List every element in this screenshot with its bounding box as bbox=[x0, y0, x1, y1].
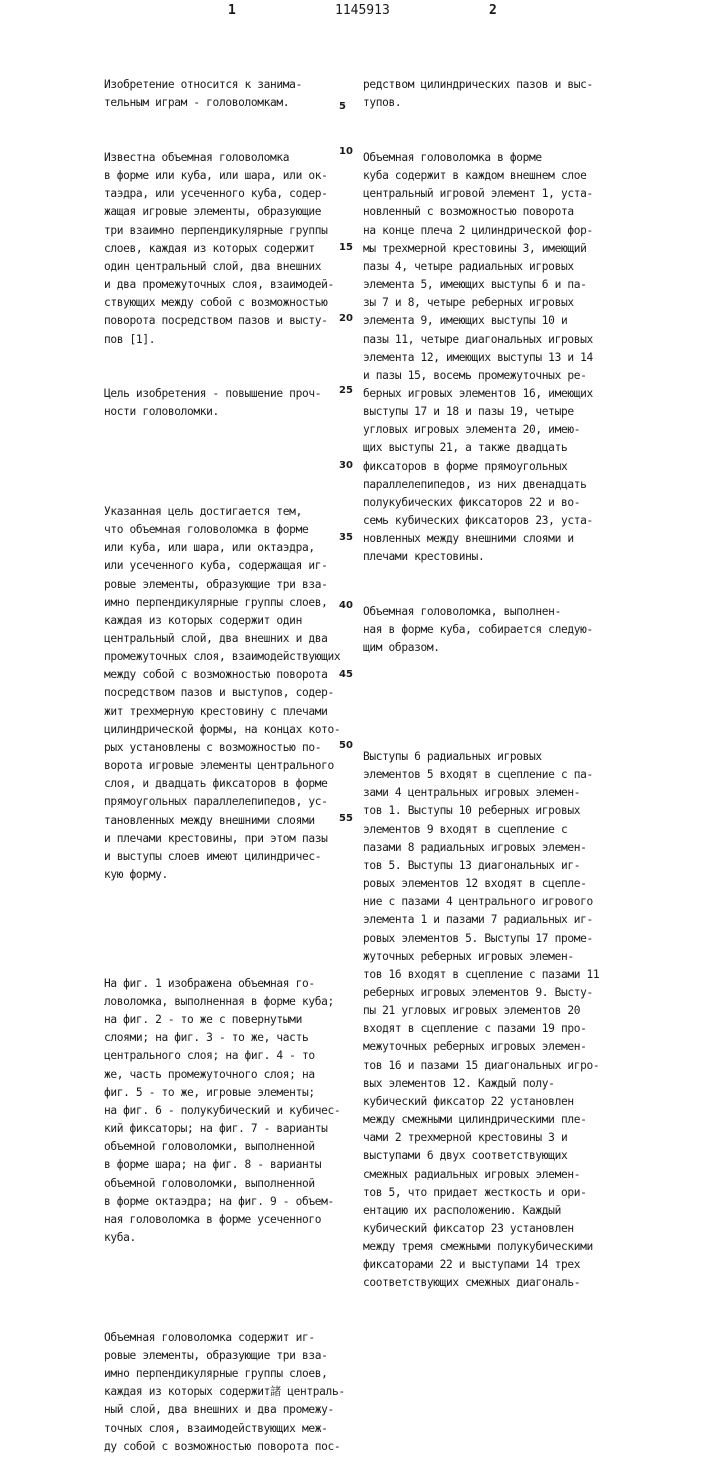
line-number: 50 bbox=[339, 740, 353, 751]
line-number: 5 bbox=[339, 101, 346, 112]
paragraph-figures: На фиг. 1 изображена объемная го- ловоломка, выполненная в форме куба; на фиг. 2 - то же с повернутыми слоями; на фиг. 3 - то же, часть центрального слоя; на фиг. 4 - то же, часть промежуточного слоя; на фиг. 5 - то же, игровые элементы; на фиг. 6 - полукубический и кубичес- кий фиксаторы; на фиг. 7 - варианты объемной головоломки, выполненной в форме шара; на фиг. 8 - варианты объемной головоломки, выполненной в форме октаэдра; на фиг. 9 - объем- ная головоломка в форме усеченного куба. bbox=[104, 975, 349, 1247]
line-number: 20 bbox=[339, 313, 353, 324]
right-column bbox=[363, 40, 663, 1311]
patent-number: 1145913 bbox=[335, 3, 390, 18]
page-number-right: 2 bbox=[489, 3, 497, 18]
page-number-left: 1 bbox=[228, 3, 236, 18]
line-number: 30 bbox=[339, 460, 353, 471]
paragraph-goal: Цель изобретения - повышение проч- ности головоломки. bbox=[104, 385, 349, 421]
paragraph-description: Объемная головоломка содержит иг- ровые элементы, образующие три вза- имно перпендикулярные группы слоев, каждая из которых содержит諸 централь- ный слой, два внешних и два промежу- точных слоя, взаимодействующих меж- ду собой с возможностью поворота пос- bbox=[104, 1329, 349, 1456]
line-number: 55 bbox=[339, 813, 353, 824]
paragraph-structure: Объемная головоломка в форме куба содержит в каждом внешнем слое центральный игровой элемент 1, уста- новленный с возможностью поворота на конце плеча 2 цилиндрической фор- мы трехмерной крестовины 3, имеющий пазы 4, четыре радиальных игровых элемента 5, имеющих выступы 6 и па- зы 7 и 8, четыре реберных игровых элемента 9, имеющих выступы 10 и пазы 11, четыре диагональных игровых элемента 12, имеющих выступы 13 и 14 и пазы 15, восемь промежуточных ре- берных игровых элементов 16, имеющих выступы 17 и 18 и пазы 19, четыре угловых игровых элемента 20, имею- щих выступы 21, а также двадцать фиксаторов в форме прямоугольных параллелепипедов, из них двенадцать полукубических фиксаторов 22 и во- семь кубических фиксаторов 23, уста- новленных между внешними слоями и плечами крестовины. bbox=[363, 149, 663, 567]
line-number: 45 bbox=[339, 669, 353, 680]
page-header bbox=[0, 3, 707, 27]
paragraph-prior-art: Известна объемная головоломка в форме или куба, или шара, или ок- таэдра, или усеченного куба, содер- жащая игровые элементы, образующие три взаимно перпендикулярные группы слоев, каждая из которых содержит один центральный слой, два внешних и два промежуточных слоя, взаимодей- ствующих между собой с возможностью поворота посредством пазов и высту- пов [1]. bbox=[104, 149, 349, 349]
line-number: 40 bbox=[339, 600, 353, 611]
paragraph-assembly: Выступы 6 радиальных игровых элементов 5 входят в сцепление с па- зами 4 центральных игровых элемен- тов 1. Выступы 10 реберных игровых элементов 9 входят в сцепление с пазами 8 радиальных игровых элемен- тов 5. Выступы 13 диагональных иг- ровых элементов 12 входят в сцепле- ние с пазами 4 центрального игрового элемента 1 и пазами 7 радиальных иг- ровых элементов 5. Выступы 17 проме- жуточных реберных игровых элемен- тов 16 входят в сцепление с пазами 11 реберных игровых элементов 9. Высту- пы 21 угловых игровых элементов 20 входят в сцепление с пазами 19 про- межуточных реберных игровых элемен- тов 16 и пазами 15 диагональных игро- вых элементов 12. Каждый полу- кубический фиксатор 22 установлен между смежными цилиндрическими пле- чами 2 трехмерной крестовины 3 и выступами 6 двух соответствующих смежных радиальных игровых элемен- тов 5, что придает жесткость и ори- ентацию их расположению. Каждый кубический фиксатор 23 установлен между тремя смежными полукубическими фиксаторами 22 и выступами 14 трех соответствующих смежных диагональ- bbox=[363, 748, 663, 1293]
paragraph-essence: Указанная цель достигается тем, что объемная головоломка в форме или куба, или шара, или октаэдра, или усеченного куба, содержащая иг- ровые элементы, образующие три вза- имно перпендикулярные группы слоев, каждая из которых содержит один центральный слой, два внешних и два промежуточных слоя, взаимодействующих между собой с возможностью поворота посредством пазов и выступов, содер- жит трехмерную крестовину с плечами цилиндрической формы, на концах кото- рых установлены с возможностью по- ворота игровые элементы центрального слоя, и двадцать фиксаторов в форме прямоугольных параллелепипедов, ус- тановленных между внешними слоями и плечами крестовины, при этом пазы и выступы слоев имеют цилиндричес- кую форму. bbox=[104, 503, 349, 884]
left-column bbox=[104, 40, 349, 1474]
line-number: 15 bbox=[339, 242, 353, 253]
line-number: 35 bbox=[339, 532, 353, 543]
paragraph-field: Изобретение относится к занима- тельным играм - головоломкам. bbox=[104, 76, 349, 112]
line-number: 25 bbox=[339, 385, 353, 396]
paragraph-continuation: редством цилиндрических пазов и выс- тупов. bbox=[363, 76, 663, 112]
line-number: 10 bbox=[339, 146, 353, 157]
paragraph-assembly-intro: Объемная головоломка, выполнен- ная в форме куба, собирается следую- щим образом. bbox=[363, 603, 663, 657]
